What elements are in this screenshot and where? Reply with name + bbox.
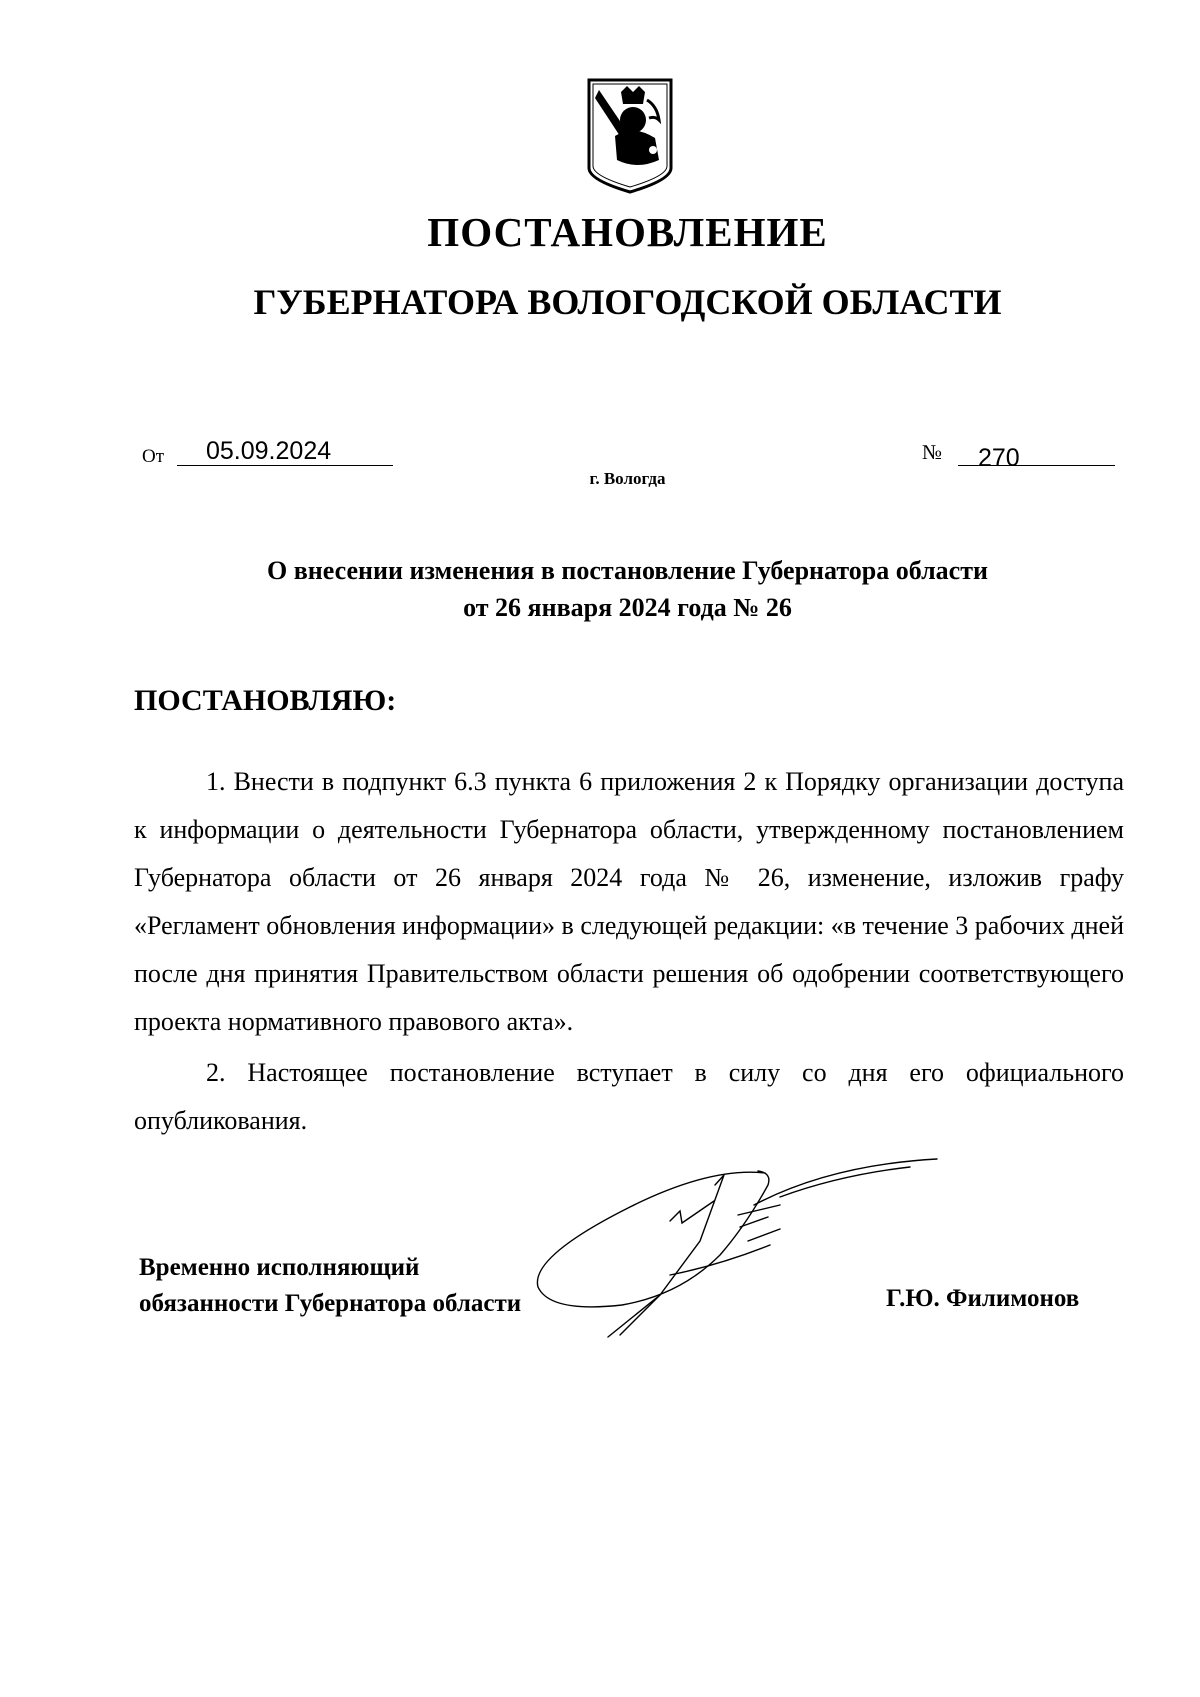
subject-line-2: от 26 января 2024 года № 26	[463, 593, 792, 622]
signatory-name: Г.Ю. Филимонов	[886, 1285, 1080, 1312]
number-label: №	[922, 440, 943, 464]
signatory-role-line-2: обязанности Губернатора области	[139, 1290, 522, 1317]
paragraph-1: 1. Внести в подпункт 6.3 пункта 6 приложения 2 к Порядку организации доступа к информации о деятельности Губернатора области, утвержденному постановлением Губернатора области от 26 января 2024 года № 26, изменение, изложив графу «Регламент обновления информации» в следующей редакции: «в течение 3 рабочих дней после дня принятия Правительством области решения об одобрении соответствующего проекта нормативного правового акта».	[134, 767, 1124, 1036]
paragraph-2: 2. Настоящее постановление вступает в силу со дня его официального опубликования.	[134, 1058, 1124, 1135]
decree-heading: ПОСТАНОВЛЯЮ:	[134, 684, 397, 717]
subject-line-1: О внесении изменения в постановление Губернатора области	[267, 556, 988, 585]
date-label: От	[142, 446, 165, 467]
document-subtitle: ГУБЕРНАТОРА ВОЛОГОДСКОЙ ОБЛАСТИ	[253, 282, 1002, 322]
document-title: ПОСТАНОВЛЕНИЕ	[427, 209, 828, 255]
document-date: 05.09.2024	[206, 437, 332, 465]
signatory-role-line-1: Временно исполняющий	[139, 1254, 420, 1281]
handwritten-signature	[510, 1145, 950, 1345]
document-number: 270	[978, 444, 1020, 472]
signatory-role	[139, 1250, 521, 1322]
document-subject	[130, 552, 1125, 626]
vologda-coat-of-arms-icon	[585, 76, 675, 194]
city: г. Вологда	[589, 469, 666, 488]
